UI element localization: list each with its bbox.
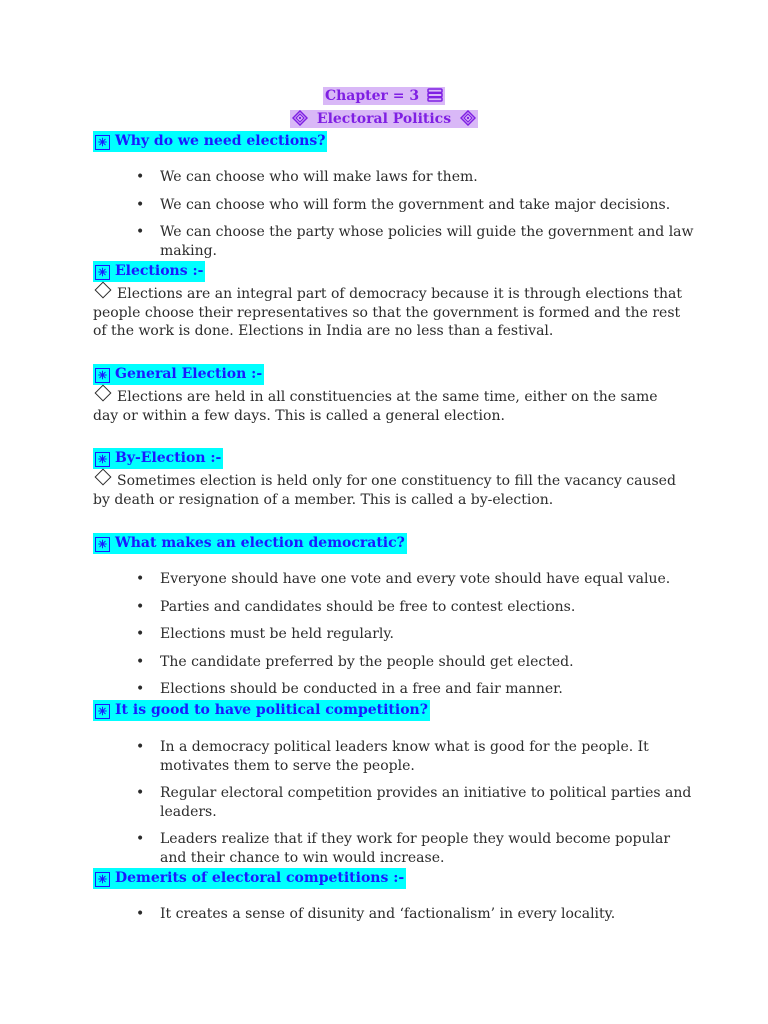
list-item: • We can choose who will form the government and take major decisions.	[136, 196, 696, 215]
paragraph-text: Sometimes election is held only for one constituency to fill the vacancy caused by death or resignation of a member. This is called a by-election.	[93, 473, 676, 508]
diamond-bullet-icon	[95, 282, 112, 299]
chapter-label: Chapter = 3	[324, 88, 420, 104]
list-item: • We can choose the party whose policies will guide the government and law making.	[136, 223, 696, 260]
asterisk-box-icon: ✳	[95, 872, 110, 887]
heading-democratic-election	[93, 533, 407, 554]
heading-why-elections	[93, 131, 327, 152]
list-item: • Elections should be conducted in a free and fair manner.	[136, 680, 696, 699]
asterisk-box-icon: ✳	[95, 452, 110, 467]
asterisk-box-icon: ✳	[95, 704, 110, 719]
asterisk-box-icon: ✳	[95, 265, 110, 280]
heading-by-election	[93, 448, 223, 469]
elections-paragraph	[93, 284, 683, 341]
diamond-ornament-icon	[292, 110, 308, 126]
list-item: • Leaders realize that if they work for people they would become popular and their chance to win would increase.	[136, 830, 696, 867]
list-item: • We can choose who will make laws for them.	[136, 168, 696, 187]
list-item: • Elections must be held regularly.	[136, 625, 696, 644]
heading-political-competition	[93, 700, 430, 721]
paragraph-text: Elections are an integral part of democracy because it is through elections that people choose their representatives so that the government is formed and the rest of the work is done. Elections in India are no less than a festival.	[93, 286, 683, 339]
heading-text: What makes an election democratic?	[115, 535, 405, 551]
page-title-text: Electoral Politics	[316, 111, 452, 127]
list-item: • Regular electoral competition provides an initiative to political parties and leaders.	[136, 784, 696, 821]
heading-elections	[93, 261, 205, 282]
list-item: • It creates a sense of disunity and ‘factionalism’ in every locality.	[136, 905, 696, 924]
heading-text: Elections :-	[115, 263, 204, 279]
heading-text: Why do we need elections?	[115, 133, 326, 149]
heading-demerits	[93, 868, 406, 889]
heading-text: It is good to have political competition?	[115, 702, 428, 718]
diamond-bullet-icon	[95, 469, 112, 486]
diamond-ornament-icon	[460, 110, 476, 126]
list-item: • The candidate preferred by the people should get elected.	[136, 653, 696, 672]
demerits-list	[136, 905, 696, 933]
list-item: • In a democracy political leaders know what is good for the people. It motivates them to serve the people.	[136, 738, 696, 775]
political-competition-list	[136, 738, 696, 876]
heading-text: General Election :-	[115, 366, 263, 382]
general-election-paragraph	[93, 387, 683, 425]
why-elections-list	[136, 168, 696, 269]
heading-text: Demerits of electoral competitions :-	[115, 870, 405, 886]
asterisk-box-icon: ✳	[95, 537, 110, 552]
list-item: • Parties and candidates should be free to contest elections.	[136, 598, 696, 617]
asterisk-box-icon: ✳	[95, 135, 110, 150]
heading-general-election	[93, 364, 264, 385]
chapter-title	[0, 88, 768, 104]
heading-text: By-Election :-	[115, 450, 222, 466]
list-item: • Everyone should have one vote and every vote should have equal value.	[136, 570, 696, 589]
stack-icon	[427, 88, 443, 102]
page-title	[0, 110, 768, 127]
by-election-paragraph	[93, 471, 683, 509]
diamond-bullet-icon	[95, 385, 112, 402]
democratic-election-list	[136, 570, 696, 708]
asterisk-box-icon: ✳	[95, 368, 110, 383]
paragraph-text: Elections are held in all constituencies at the same time, either on the same day or within a few days. This is called a general election.	[93, 389, 658, 424]
